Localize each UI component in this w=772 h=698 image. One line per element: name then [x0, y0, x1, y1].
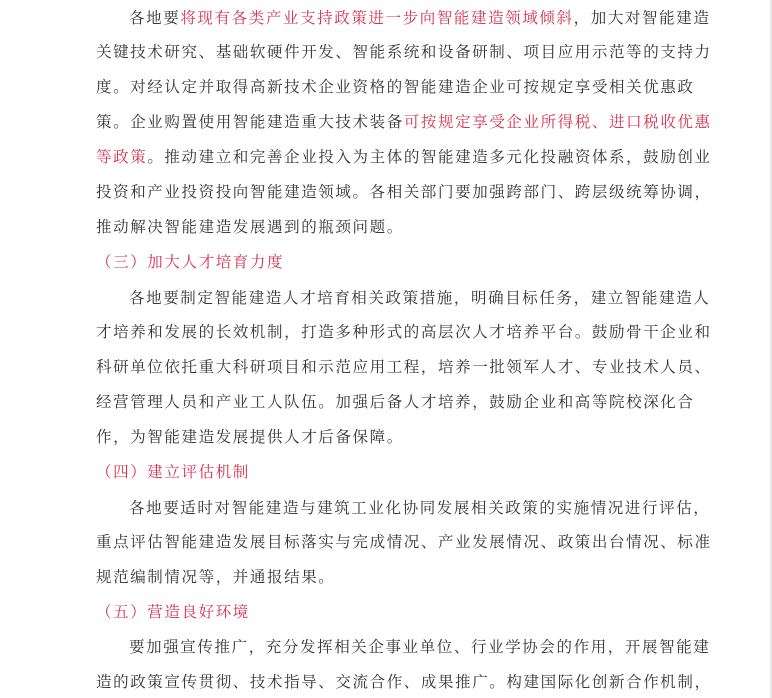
paragraph-line [96, 182, 712, 202]
highlighted-text-run: 将现有各类产业支持政策进一步向智能建造领域倾斜 [180, 9, 574, 27]
text-run: 才培养和发展的长效机制，打造多种形式的高层次人才培养平台。鼓励骨干企业和 [96, 323, 712, 341]
text-run: 投资和产业投资投向智能建造领域。各相关部门要加强跨部门、跨层级统筹协调， [96, 183, 712, 201]
paragraph-line [96, 217, 404, 237]
text-run: 各地要适时对智能建造与建筑工业化协同发展相关政策的实施情况进行评估， [129, 499, 711, 517]
text-run: 推动解决智能建造发展遇到的瓶颈问题。 [96, 218, 404, 236]
text-run: 经营管理人员和产业工人队伍。加强后备人才培养，鼓励企业和高等院校深化合 [96, 393, 695, 411]
paragraph-line [96, 532, 712, 552]
paragraph-line [96, 112, 712, 132]
paragraph-line [96, 567, 335, 587]
paragraph-line [129, 498, 710, 518]
paragraph-line [96, 147, 712, 167]
paragraph-line [96, 357, 712, 377]
text-run: 。推动建立和完善企业投入为主体的智能建造多元化投融资体系，鼓励创业 [147, 148, 712, 166]
text-run: 重点评估智能建造发展目标落实与完成情况、产业发展情况、政策出台情况、标准 [96, 533, 712, 551]
text-run: 策。企业购置使用智能建造重大技术装备 [96, 113, 404, 131]
section-heading: （五）营造良好环境 [96, 603, 250, 621]
text-run: 各地要制定智能建造人才培育相关政策措施，明确目标任务，建立智能建造人 [129, 289, 711, 307]
text-run: 作，为智能建造发展提供人才后备保障。 [96, 428, 404, 446]
paragraph-line [129, 8, 710, 28]
text-run: 规范编制情况等，并通报结果。 [96, 568, 336, 586]
paragraph-line [129, 637, 710, 657]
text-run: 要加强宣传推广，充分发挥相关企事业单位、行业学协会的作用，开展智能建 [129, 638, 711, 656]
paragraph-line [96, 672, 712, 692]
paragraph-line [96, 392, 695, 412]
text-run: 科研单位依托重大科研项目和示范应用工程，培养一批领军人才、专业技术人员、 [96, 358, 712, 376]
text-run: 各地要 [129, 9, 181, 27]
section-heading: （四）建立评估机制 [96, 463, 250, 481]
highlighted-text-run: 等政策 [96, 148, 148, 166]
paragraph-line [96, 77, 695, 97]
text-run: ，加大对智能建造 [573, 9, 711, 27]
section-heading: （三）加大人才培育力度 [96, 253, 285, 271]
paragraph-line [96, 427, 404, 447]
text-run: 度。对经认定并取得高新技术企业资格的智能建造企业可按规定享受相关优惠政 [96, 78, 695, 96]
highlighted-text-run: 可按规定享受企业所得税、进口税收优惠 [403, 113, 712, 131]
text-run: 关键技术研究、基础软硬件开发、智能系统和设备研制、项目应用示范等的支持力 [96, 43, 712, 61]
paragraph-line [129, 288, 710, 308]
paragraph-line [96, 42, 712, 62]
paragraph-line [96, 322, 712, 342]
text-run: 造的政策宣传贯彻、技术指导、交流合作、成果推广。构建国际化创新合作机制， [96, 673, 712, 691]
